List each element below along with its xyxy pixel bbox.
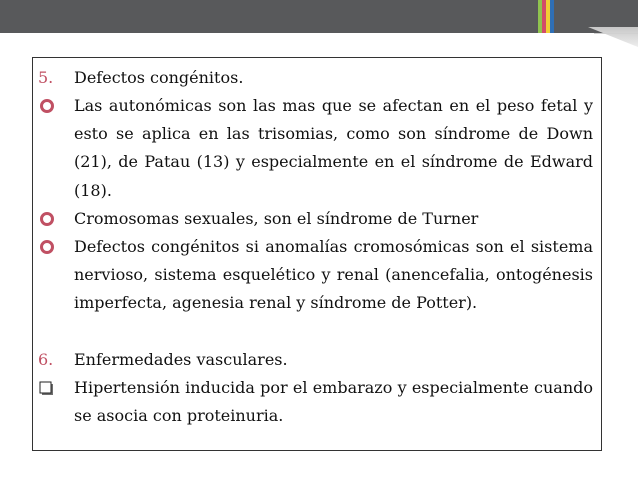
page-corner-fold <box>588 27 638 47</box>
list-item-text: Defectos congénitos si anomalías cromosómicas son el sistema nervioso, sistema esquelético y renal (anencefalia, ontogénesis imperfecta, agenesia renal y síndrome de Potter). <box>74 237 593 313</box>
corner-divider-line <box>594 33 638 34</box>
hollow-circle-bullet-icon <box>38 233 68 261</box>
hollow-circle-bullet-icon <box>38 92 68 120</box>
list-item-bullet <box>38 374 593 430</box>
list-item-text: Hipertensión inducida por el embarazo y especialmente cuando se asocia con proteinuria. <box>74 378 593 426</box>
list-item-numbered-5 <box>38 64 593 92</box>
accent-stripe-blue <box>550 0 554 33</box>
list-item-bullet <box>38 92 593 205</box>
list-item-bullet <box>38 233 593 318</box>
number-marker: 6. <box>38 350 54 369</box>
list-item-text: Defectos congénitos. <box>74 68 244 87</box>
list-item-text: Cromosomas sexuales, son el síndrome de Turner <box>74 209 479 228</box>
list-item-text: Las autonómicas son las mas que se afectan en el peso fetal y esto se aplica en las trisomias, como son síndrome de Down (21), de Patau (13) y especialmente en el síndrome de Edward (18). <box>74 96 593 200</box>
list-item-text: Enfermedades vasculares. <box>74 350 288 369</box>
hollow-circle-bullet-icon <box>38 205 68 233</box>
list-item-bullet <box>38 205 593 233</box>
top-header-bar <box>0 0 638 33</box>
list-item-numbered-6 <box>38 346 593 374</box>
number-marker: 5. <box>38 68 54 87</box>
shadowed-square-bullet-icon <box>38 374 68 402</box>
